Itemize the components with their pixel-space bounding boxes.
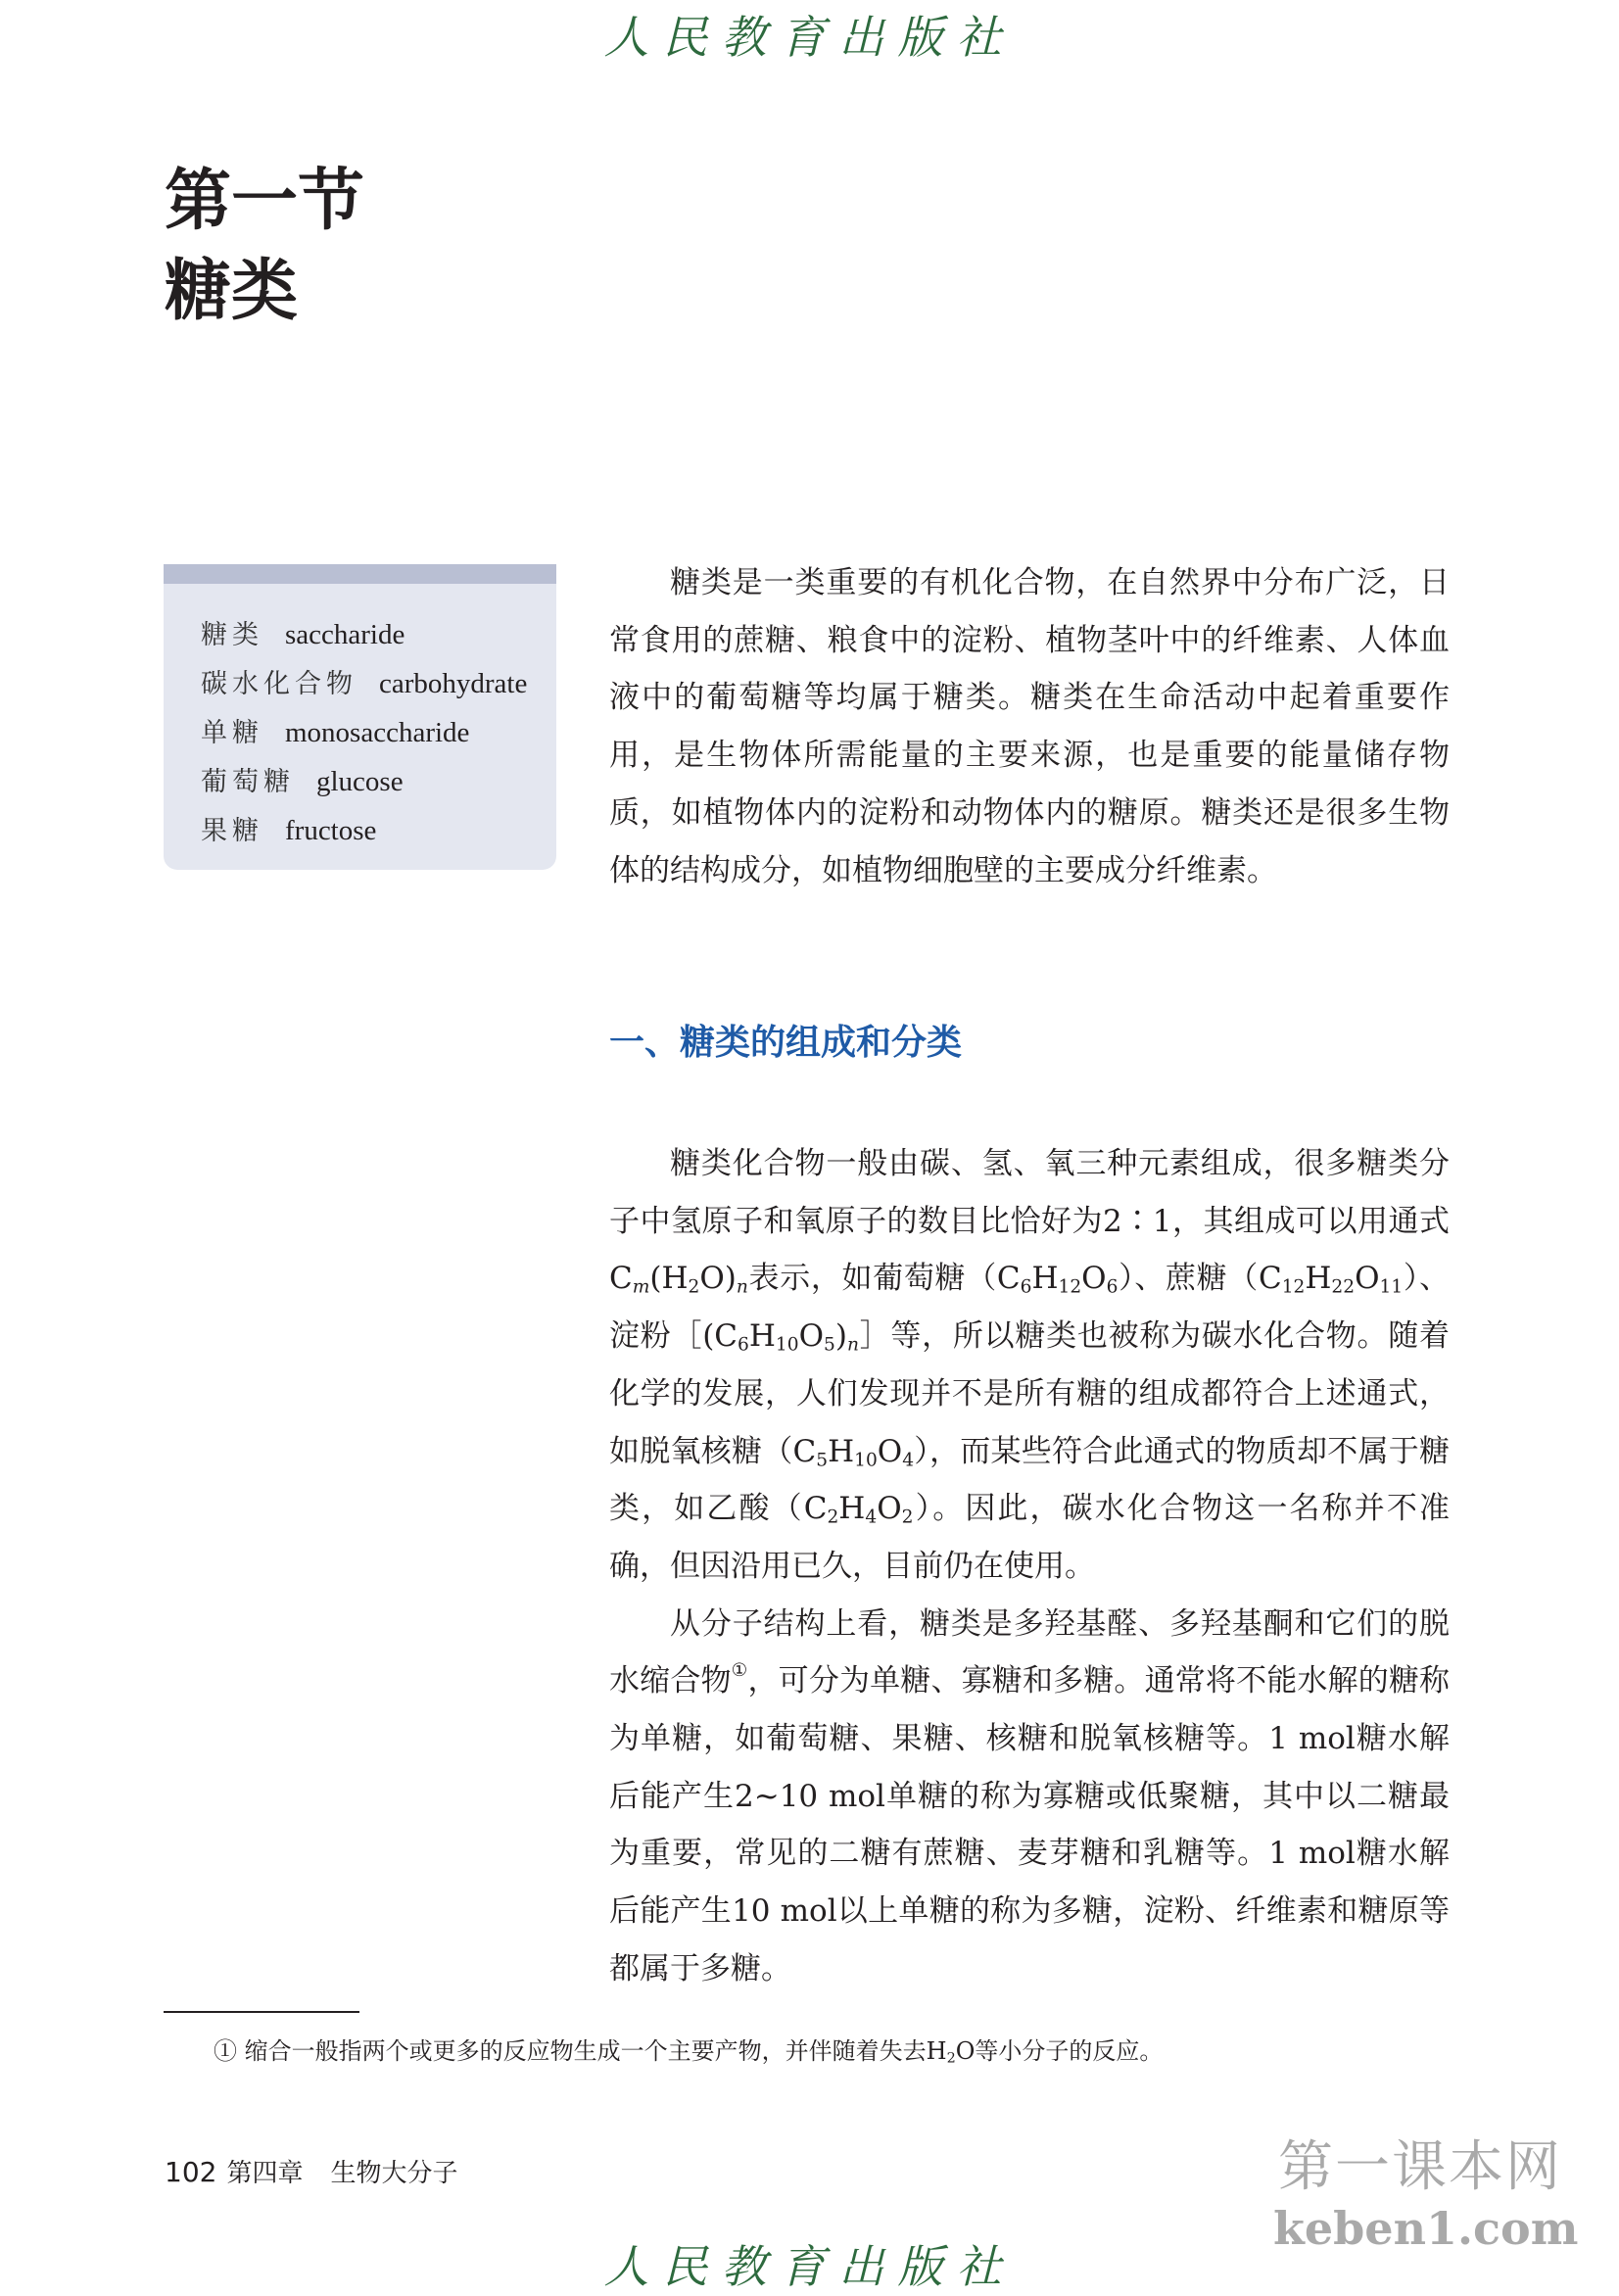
glossary-term-zh: 葡萄糖 bbox=[201, 767, 295, 797]
section-name: 糖类 bbox=[165, 253, 299, 330]
page-footer bbox=[165, 2153, 457, 2189]
page-number: 102 bbox=[165, 2156, 217, 2188]
intro-section bbox=[609, 554, 1450, 899]
section-number: 第一节 bbox=[165, 163, 365, 240]
glossary-item bbox=[201, 760, 527, 809]
watermark-url: keben1.com bbox=[1273, 2202, 1579, 2255]
glossary-term-zh: 单糖 bbox=[201, 718, 263, 748]
glossary-item bbox=[201, 613, 527, 662]
glossary-term-zh: 糖类 bbox=[201, 620, 263, 650]
glossary-term-en: fructose bbox=[285, 815, 377, 846]
footnote-mark: ① bbox=[214, 2037, 237, 2065]
glossary-box bbox=[164, 564, 556, 870]
chapter-number: 第四章 bbox=[226, 2159, 304, 2188]
glossary-item bbox=[201, 662, 527, 711]
glossary-term-en: saccharide bbox=[285, 619, 405, 650]
glossary-list bbox=[201, 613, 527, 858]
glossary-item bbox=[201, 809, 527, 858]
intro-paragraph: 糖类是一类重要的有机化合物，在自然界中分布广泛，日常食用的蔗糖、粮食中的淀粉、植物茎叶中的纤维素、人体血液中的葡萄糖等均属于糖类。糖类在生命活动中起着重要作用，是生物体所需能量的主要来源，也是重要的能量储存物质，如植物体内的淀粉和动物体内的糖原。糖类还是很多生物体的结构成分，如植物细胞壁的主要成分纤维素。 bbox=[609, 565, 1450, 888]
glossary-term-en: glucose bbox=[316, 766, 404, 797]
classification-paragraph: 从分子结构上看，糖类是多羟基醛、多羟基酮和它们的脱水缩合物①，可分为单糖、寡糖和多糖。通常将不能水解的糖称为单糖，如葡萄糖、果糖、核糖和脱氧核糖等。1 mol糖水解后能产生2~10 mol单糖的称为寡糖或低聚糖，其中以二糖最为重要，常见的二糖有蔗糖、麦芽糖和乳糖等。1 mol糖水解后能产生10 mol以上单糖的称为多糖，淀粉、纤维素和糖原等都属于多糖。 bbox=[609, 1605, 1451, 1986]
section-title bbox=[165, 157, 364, 337]
glossary-item bbox=[201, 711, 527, 760]
chapter-title: 生物大分子 bbox=[330, 2159, 458, 2188]
footnote: ① 缩合一般指两个或更多的反应物生成一个主要产物，并伴随着失去$H_2O$等小分子的反应。 bbox=[214, 2037, 1164, 2067]
glossary-term-zh: 碳水化合物 bbox=[201, 669, 357, 699]
publisher-logo-bottom: 人民教育出版社 bbox=[603, 2240, 1016, 2293]
section-heading: 一、糖类的组成和分类 bbox=[609, 1023, 963, 1063]
footnote-ref[interactable]: ① bbox=[731, 1660, 748, 1682]
glossary-term-en: carbohydrate bbox=[379, 668, 528, 699]
composition-paragraph: 糖类化合物一般由碳、氢、氧三种元素组成，很多糖类分子中氢原子和氧原子的数目比恰好为2∶1，其组成可以用通式$C_m(H_2O)_n$表示，如葡萄糖$(C_6H_{12}O_6)$、蔗糖$(C_{12}H_{22}O_{11})$、淀粉$[(C_6H_{10}O_5)_n]$等，所以糖类也被称为碳水化合物。随着化学的发展，人们发现并不是所有糖的组成都符合上述通式，如脱氧核糖$(C_5H_{10}O_4)$，而某些符合此通式的物质却不属于糖类，如乙酸$(C_2H_4O_2)$。因此，碳水化合物这一名称并不准确，但因沿用已久，目前仍在使用。 bbox=[609, 1146, 1451, 1584]
publisher-logo-top: 人民教育出版社 bbox=[603, 11, 1016, 64]
composition-section bbox=[609, 1135, 1450, 1998]
watermark-name: 第一课本网 bbox=[1278, 2135, 1562, 2199]
glossary-term-en: monosaccharide bbox=[285, 717, 470, 748]
glossary-term-zh: 果糖 bbox=[201, 816, 263, 846]
footnote-divider bbox=[164, 2011, 359, 2013]
